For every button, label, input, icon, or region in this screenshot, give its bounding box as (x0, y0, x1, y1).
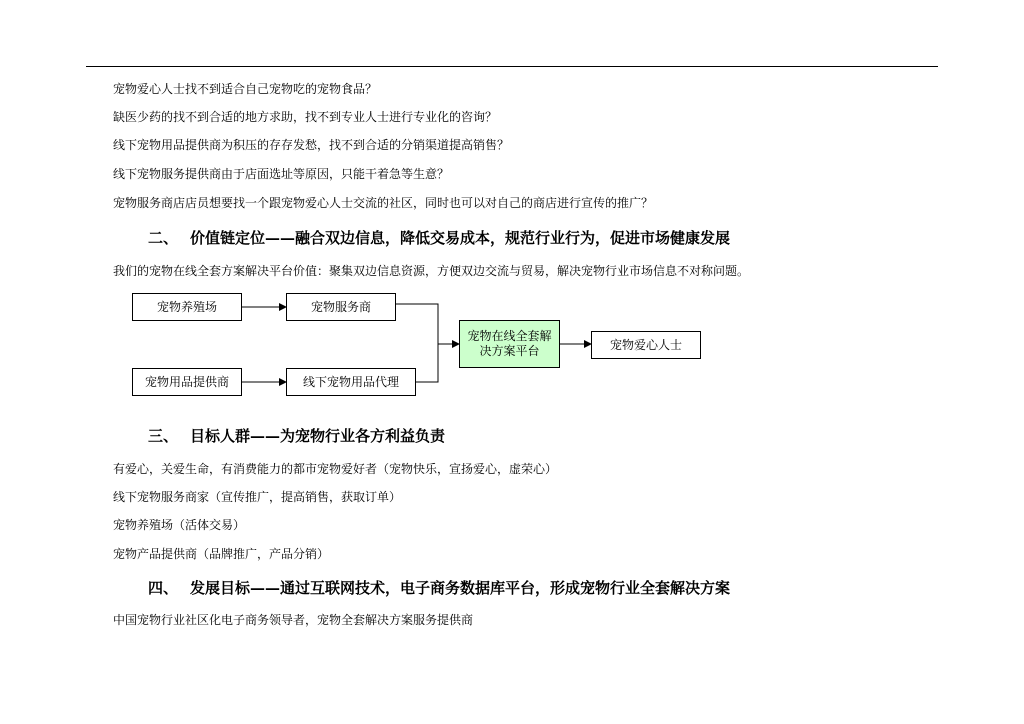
section3-item-4: 宠物产品提供商（品牌推广，产品分销） (113, 547, 330, 561)
node-service-provider: 宠物服务商 (286, 293, 396, 321)
intro-line-4: 线下宠物服务提供商由于店面选址等原因，只能干着急等生意？ (113, 167, 450, 181)
section3-item-3: 宠物养殖场（活体交易） (113, 518, 246, 532)
section2-intro: 我们的宠物在线全套方案解决平台价值：聚集双边信息资源，方便双边交流与贸易，解决宠物行业市场信息不对称问题。 (113, 264, 750, 278)
section3-item-2: 线下宠物服务商家（宣传推广，提高销售，获取订单） (113, 490, 402, 504)
section3-heading (148, 427, 445, 445)
section3-title: 目标人群——为宠物行业各方利益负责 (190, 427, 446, 445)
node-offline-agent: 线下宠物用品代理 (286, 368, 416, 396)
section3-number: 三、 (148, 427, 179, 445)
intro-line-3: 线下宠物用品提供商为积压的存存发愁，找不到合适的分销渠道提高销售？ (113, 138, 510, 152)
node-platform: 宠物在线全套解决方案平台 (459, 320, 560, 368)
section4-number: 四、 (148, 579, 179, 597)
section2-number: 二、 (148, 229, 179, 247)
intro-line-1: 宠物爱心人士找不到适合自己宠物吃的宠物食品？ (113, 82, 378, 96)
node-breeding-farm: 宠物养殖场 (132, 293, 242, 321)
section4-heading (148, 579, 730, 597)
section2-title: 价值链定位——融合双边信息，降低交易成本，规范行业行为，促进市场健康发展 (190, 229, 731, 247)
section4-title: 发展目标——通过互联网技术，电子商务数据库平台，形成宠物行业全套解决方案 (190, 579, 731, 597)
section4-item-1: 中国宠物行业社区化电子商务领导者，宠物全套解决方案服务提供商 (113, 613, 474, 627)
intro-line-2: 缺医少药的找不到合适的地方求助，找不到专业人士进行专业化的咨询？ (113, 110, 498, 124)
section3-item-1: 有爱心，关爱生命，有消费能力的都市宠物爱好者（宠物快乐，宣扬爱心，虚荣心） (113, 462, 558, 476)
intro-line-5: 宠物服务商店店员想要找一个跟宠物爱心人士交流的社区，同时也可以对自己的商店进行宣传的推广？ (113, 196, 654, 210)
node-supplies-provider: 宠物用品提供商 (132, 368, 242, 396)
node-pet-lovers: 宠物爱心人士 (591, 331, 701, 359)
